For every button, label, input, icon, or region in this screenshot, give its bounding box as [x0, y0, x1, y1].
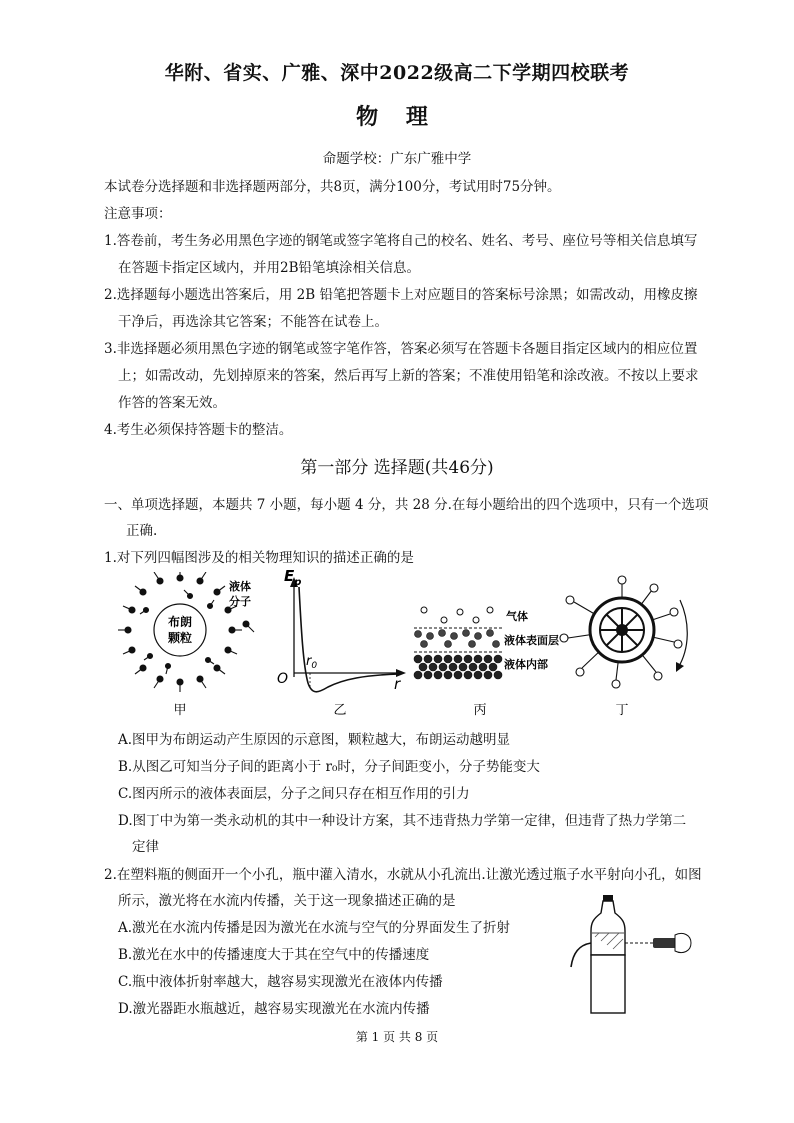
notes-heading: 注意事项： [104, 206, 172, 222]
school-line: 命题学校：广东广雅中学 [322, 151, 472, 167]
potential-curve [299, 587, 400, 692]
water-stream [571, 943, 591, 967]
stand-block [591, 955, 625, 1013]
q1-option-c: C.图丙所示的液体表面层，分子之间只存在相互作用的引力 [118, 786, 470, 802]
note-3-cont2: 作答的答案无效。 [118, 395, 226, 411]
q2-option-d: D.激光器距水瓶越近，越容易实现激光在水流内传播 [118, 1001, 430, 1017]
x-axis-label: r [394, 675, 401, 693]
note-2-cont: 干净后，再选涂其它答案；不能答在试卷上。 [118, 314, 388, 330]
gas-label: 气体 [506, 610, 528, 623]
page-footer: 第 1 页 共 8 页 [355, 1030, 439, 1044]
brownian-particle [154, 604, 206, 656]
q2-option-c: C.瓶中液体折射率越大，越容易实现激光在液体内传播 [118, 974, 443, 990]
q2-stem-cont: 所示，激光将在水流内传播，关于这一现象描述正确的是 [118, 893, 456, 909]
hand [675, 933, 691, 952]
figure-caption-bing: 丙 [473, 703, 487, 718]
note-3: 3.非选择题必须用黑色字迹的钢笔或签字笔作答，答案必须写在答题卡各题目指定区域内的相应位置 [104, 341, 698, 357]
figure-brownian [104, 572, 264, 722]
figure-bottle-laser [565, 893, 700, 1015]
q1-option-b: B.从图乙可知当分子间的距离小于 r₀时，分子间距变小，分子势能变大 [118, 759, 540, 775]
bottle-cap [603, 895, 613, 901]
liquid-label-1: 液体 [229, 580, 251, 593]
r0-label: $r_0$ [306, 654, 318, 671]
inner-liquid-label: 液体内部 [504, 658, 548, 671]
bottle [591, 901, 625, 955]
section-instruction-cont: 正确. [126, 523, 158, 539]
section-instruction: 一、单项选择题，本题共 7 小题，每小题 4 分，共 28 分.在每小题给出的四个选项中，只有一个选项 [104, 497, 709, 513]
surface-molecules [415, 630, 500, 648]
q1-option-a: A.图甲为布朗运动产生原因的示意图，颗粒越大，布朗运动越明显 [118, 732, 511, 748]
liquid-label-2: 分子 [229, 595, 251, 608]
note-2: 2.选择题每小题选出答案后，用 2B 铅笔把答题卡上对应题目的答案标号涂黑；如需改动，用橡皮擦 [104, 287, 698, 303]
figure-potential-curve [270, 565, 410, 722]
figure-perpetual-wheel [552, 572, 692, 722]
exam-title: 华附、省实、广雅、深中2022级高二下学期四校联考 [164, 62, 630, 84]
q2-option-b: B.激光在水中的传播速度大于其在空气中的传播速度 [118, 947, 430, 963]
q2-stem: 2.在塑料瓶的侧面开一个小孔，瓶中灌入清水，水就从小孔流出.让激光透过瓶子水平射向小孔，如图 [104, 867, 702, 883]
wheel-hub [616, 624, 628, 636]
rotation-arrow [678, 600, 687, 668]
note-1: 1.答卷前，考生务必用黑色字迹的钢笔或签字笔将自己的校名、姓名、考号、座位号等相关信息填写 [104, 233, 698, 249]
note-4: 4.考生必须保持答题卡的整洁。 [104, 422, 293, 438]
section-title: 第一部分 选择题(共46分) [300, 458, 494, 478]
note-1-cont: 在答题卡指定区域内，并用2B铅笔填涂相关信息。 [118, 260, 421, 276]
y-axis-label: $E_p$ [284, 567, 302, 588]
figure-caption-yi: 乙 [333, 703, 347, 718]
particle-label-2: 颗粒 [167, 631, 193, 645]
q2-option-a: A.激光在水流内传播是因为激光在水流与空气的分界面发生了折射 [118, 920, 511, 936]
q1-stem: 1.对下列四幅图涉及的相关物理知识的描述正确的是 [104, 550, 414, 566]
surface-layer-label: 液体表面层 [504, 634, 559, 647]
q1-option-d-cont: 定律 [132, 839, 159, 855]
intro-line: 本试卷分选择题和非选择题两部分，共8页，满分100分，考试用时75分钟。 [104, 179, 561, 195]
figure-caption-jia: 甲 [173, 703, 187, 718]
subject-title: 物 理 [356, 104, 438, 130]
particle-label-1: 布朗 [167, 615, 193, 629]
inner-molecules [414, 655, 502, 679]
gas-molecules [421, 607, 493, 623]
q1-option-d: D.图丁中为第一类永动机的其中一种设计方案，其不违背热力学第一定律，但违背了热力学第二 [118, 813, 687, 829]
note-3-cont: 上；如需改动，先划掉原来的答案，然后再写上新的答案；不准使用铅笔和涂改液。不按以上要求 [118, 368, 699, 384]
origin-label: O [277, 671, 289, 687]
figure-liquid-surface [410, 598, 560, 722]
figure-caption-ding: 丁 [615, 703, 629, 718]
